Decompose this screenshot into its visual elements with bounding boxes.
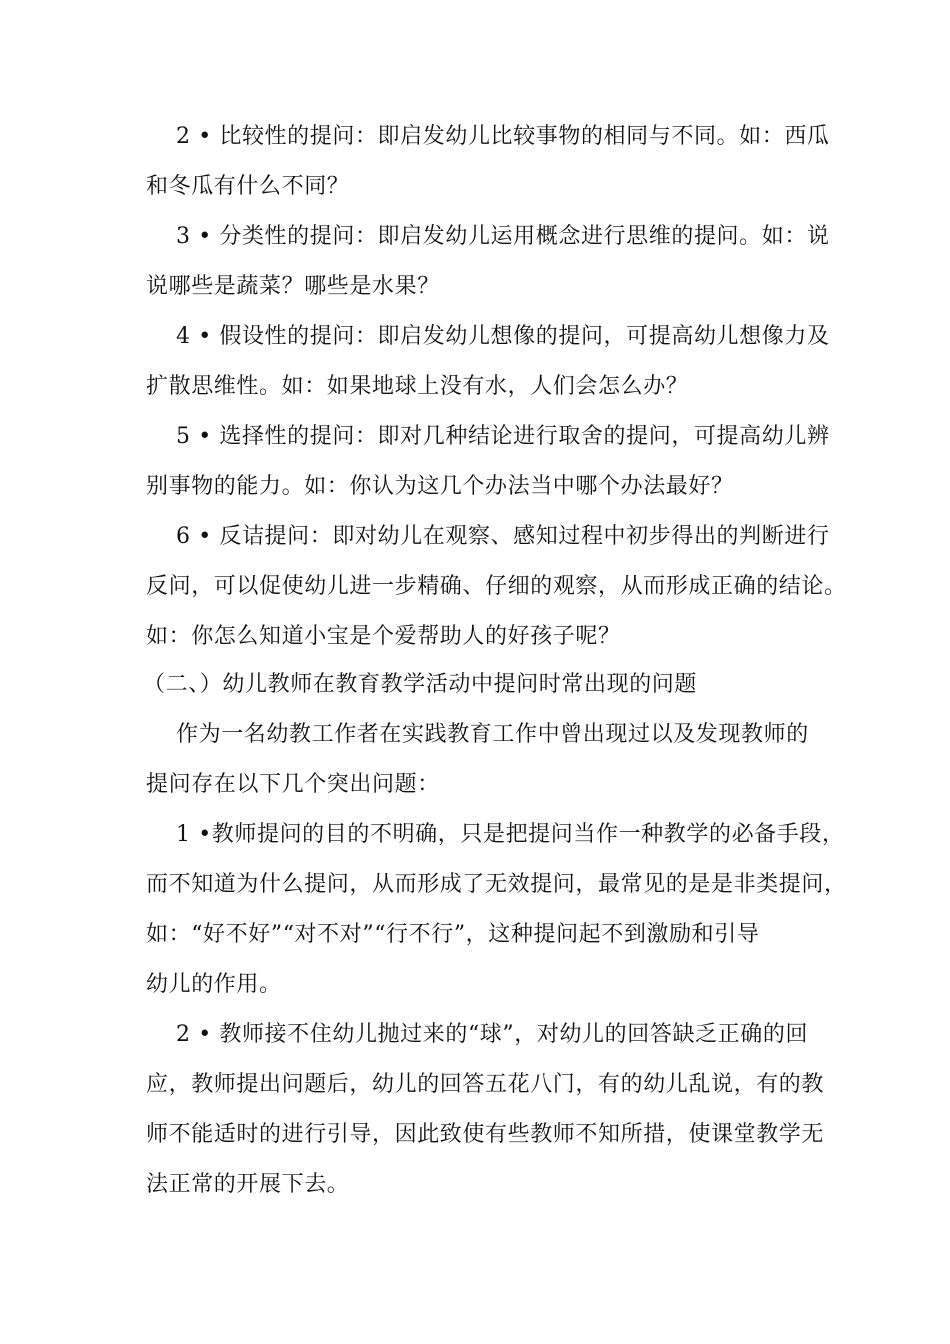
item-3-line-2: 说哪些是蔬菜？哪些是水果？ — [146, 274, 440, 299]
item-5-line-2: 别事物的能力。如：你认为这几个办法当中哪个办法最好？ — [146, 474, 734, 499]
item-5-line-1: 5 • 选择性的提问：即对几种结论进行取舍的提问，可提高幼儿辨 — [176, 424, 830, 449]
problem-1-line-2: 而不知道为什么提问，从而形成了无效提问，最常见的是是非类提问， — [146, 872, 847, 897]
section-heading: （二、）幼儿教师在教育教学活动中提问时常出现的问题 — [143, 672, 698, 697]
item-2-line-2: 和冬瓜有什么不同？ — [146, 174, 350, 199]
intro-line-1: 作为一名幼教工作者在实践教育工作中曾出现过以及发现教师的 — [176, 722, 809, 747]
problem-2-line-4: 法正常的开展下去。 — [146, 1172, 350, 1197]
item-6-line-1: 6 • 反诘提问：即对幼儿在观察、感知过程中初步得出的判断进行 — [176, 524, 830, 549]
item-4-line-2: 扩散思维性。如：如果地球上没有水，人们会怎么办？ — [146, 374, 689, 399]
item-6-line-2: 反问，可以促使幼儿进一步精确、仔细的观察，从而形成正确的结论。 — [146, 574, 847, 599]
problem-1-line-1: 1 •教师提问的目的不明确，只是把提问当作一种教学的必备手段， — [176, 822, 845, 847]
item-4-line-1: 4 • 假设性的提问：即启发幼儿想像的提问，可提高幼儿想像力及 — [176, 324, 830, 349]
item-2-line-1: 2 • 比较性的提问：即启发幼儿比较事物的相同与不同。如：西瓜 — [176, 124, 830, 149]
problem-2-line-1: 2 • 教师接不住幼儿抛过来的“球”，对幼儿的回答缺乏正确的回 — [176, 1022, 809, 1047]
problem-1-line-4: 幼儿的作用。 — [146, 972, 282, 997]
problem-1-line-3: 如：“好不好”“对不对”“行不行”，这种提问起不到激励和引导 — [146, 922, 760, 947]
intro-line-2: 提问存在以下几个突出问题： — [146, 772, 440, 797]
item-6-line-3: 如：你怎么知道小宝是个爱帮助人的好孩子呢？ — [146, 624, 621, 649]
item-3-line-1: 3 • 分类性的提问：即启发幼儿运用概念进行思维的提问。如：说 — [176, 224, 830, 249]
problem-2-line-2: 应，教师提出问题后，幼儿的回答五花八门，有的幼儿乱说，有的教 — [146, 1072, 825, 1097]
problem-2-line-3: 师不能适时的进行引导，因此致使有些教师不知所措，使课堂教学无 — [146, 1122, 825, 1147]
